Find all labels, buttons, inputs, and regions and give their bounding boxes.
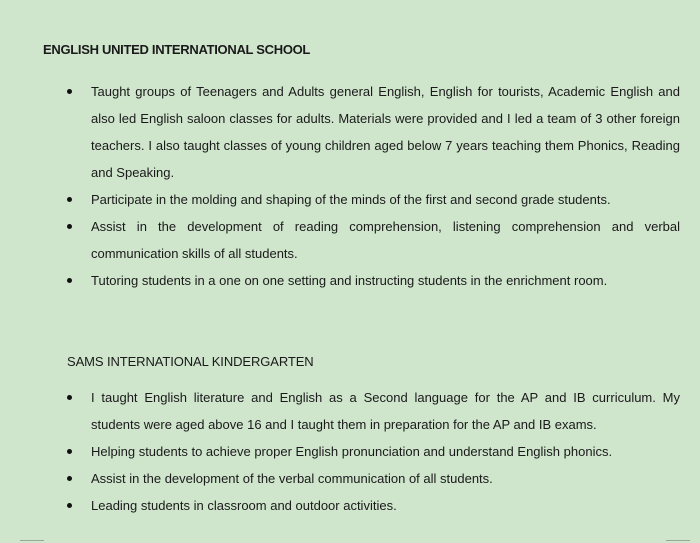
list-item: [67, 492, 680, 519]
bullet-icon: [67, 395, 72, 400]
bullet-icon: [67, 476, 72, 481]
list-item-text: Tutoring students in a one on one setting and instructing students in the enrichment room.: [91, 273, 608, 288]
bullet-list-english-united: [67, 78, 680, 294]
bullet-icon: [67, 449, 72, 454]
list-item-text: Assist in the development of the verbal communication of all students.: [91, 471, 493, 486]
list-item-text: Assist in the development of reading comprehension, listening comprehension and verbal communication skills of all students.: [91, 219, 680, 261]
list-item: [67, 384, 680, 438]
bullet-icon: [67, 224, 72, 229]
bullet-icon: [67, 278, 72, 283]
list-item-text: Taught groups of Teenagers and Adults general English, English for tourists, Academic English and also led English saloon classes for adults. Materials were provided and I led a team of 3 other foreign teachers. I also taught classes of young children aged below 7 years teaching them Phonics, Reading and Speaking.: [91, 84, 680, 180]
list-item-text: I taught English literature and English as a Second language for the AP and IB curriculum. My students were aged above 16 and I taught them in preparation for the AP and IB exams.: [91, 390, 680, 432]
list-item: [67, 267, 680, 294]
bullet-icon: [67, 503, 72, 508]
bullet-icon: [67, 89, 72, 94]
list-item: [67, 465, 680, 492]
list-item: [67, 186, 680, 213]
section-heading-sams-kindergarten: SAMS INTERNATIONAL KINDERGARTEN: [67, 354, 314, 369]
list-item: [67, 78, 680, 186]
bullet-icon: [67, 197, 72, 202]
list-item-text: Participate in the molding and shaping of the minds of the first and second grade students.: [91, 192, 611, 207]
section-heading-english-united: ENGLISH UNITED INTERNATIONAL SCHOOL: [43, 42, 311, 57]
list-item-text: Helping students to achieve proper English pronunciation and understand English phonics.: [91, 444, 613, 459]
bullet-list-sams-kindergarten: [67, 384, 680, 519]
list-item: [67, 438, 680, 465]
list-item: [67, 213, 680, 267]
list-item-text: Leading students in classroom and outdoor activities.: [91, 498, 397, 513]
